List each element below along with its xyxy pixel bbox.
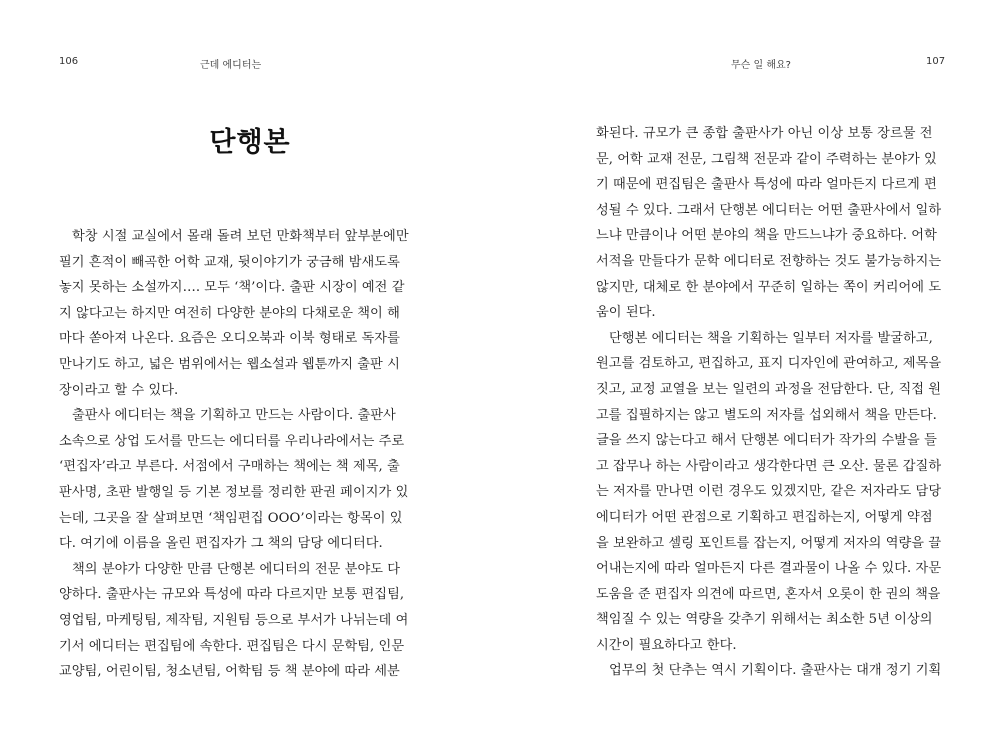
text-line: 책의 분야가 다양한 만큼 단행본 에디터의 전문 분야도 다 [72, 561, 401, 577]
right-running-head: 무슨 일 해요? [731, 60, 791, 71]
text-line: 고 잡무나 하는 사람이라고 생각한다면 큰 오산. 물론 갑질하 [596, 458, 942, 474]
text-line: 업무의 첫 단추는 역시 기획이다. 출판사는 대개 정기 기획 [609, 663, 942, 679]
left-running-head: 근데 에디터는 [200, 60, 262, 71]
chapter-title: 단행본 [209, 127, 291, 158]
left-body-text [59, 224, 411, 685]
text-line: 을 보완하고 셀링 포인트를 잡는지, 어떻게 저자의 역량을 끌 [596, 535, 942, 551]
text-line: 영업팀, 마케팅팀, 제작팀, 지원팀 등으로 부서가 나뉘는데 여 [59, 612, 409, 628]
right-body-text [596, 121, 944, 684]
text-line: 성될 수 있다. 그래서 단행본 에디터는 어떤 출판사에서 일하 [596, 202, 942, 218]
text-line: 문, 어학 교재 전문, 그림책 전문과 같이 주력하는 분야가 있 [596, 151, 937, 167]
right-page [500, 0, 1000, 734]
text-line: 만나기도 하고, 넓은 범위에서는 웹소설과 웹툰까지 출판 시 [59, 356, 400, 372]
text-line: 마다 쏟아져 나온다. 요즘은 오디오북과 이북 형태로 독자를 [59, 331, 400, 347]
text-line: 시간이 필요하다고 한다. [596, 637, 737, 653]
left-page-number: 106 [59, 56, 79, 67]
text-line: 에디터가 어떤 관점으로 기획하고 편집하는지, 어떻게 약점 [596, 509, 933, 525]
text-line: 필기 흔적이 빼곡한 어학 교재, 뒷이야기가 궁금해 밤새도록 [59, 254, 400, 270]
text-line: 다. 여기에 이름을 올린 편집자가 그 책의 담당 에디터다. [59, 536, 383, 552]
text-line: 지 않다고는 하지만 여전히 다양한 분야의 다채로운 책이 해 [59, 305, 400, 321]
text-line: 짓고, 교정 교열을 보는 일련의 과정을 전담한다. 단, 직접 원 [596, 381, 942, 397]
text-line: 느냐 만큼이나 어떤 분야의 책을 만드느냐가 중요하다. 어학 [596, 228, 937, 244]
text-line: 책임질 수 있는 역량을 갖추기 위해서는 최소한 5년 이상의 [596, 612, 933, 628]
text-line: 움이 된다. [596, 305, 656, 321]
text-line: 는데, 그곳을 잘 살펴보면 ‘책임편집 OOO’이라는 항목이 있 [59, 510, 403, 526]
text-line: 장이라고 할 수 있다. [59, 382, 179, 398]
text-line: 단행본 에디터는 책을 기획하는 일부터 저자를 발굴하고, [609, 330, 933, 346]
text-line: 양하다. 출판사는 규모와 특성에 따라 다르지만 보통 편집팀, [59, 587, 405, 603]
text-line: 판사명, 초판 발행일 등 기본 정보를 정리한 판권 페이지가 있 [59, 484, 409, 500]
text-line: 기서 에디터는 편집팀에 속한다. 편집팀은 다시 문학팀, 인문 [59, 638, 405, 654]
text-line: 원고를 검토하고, 편집하고, 표지 디자인에 관여하고, 제목을 [596, 356, 942, 372]
text-line: 교양팀, 어린이팀, 청소년팀, 어학팀 등 책 분야에 따라 세분 [59, 664, 400, 680]
text-line: 도움을 준 편집자 의견에 따르면, 혼자서 오롯이 한 권의 책을 [596, 586, 941, 602]
text-line: ‘편집자’라고 부른다. 서점에서 구매하는 책에는 책 제목, 출 [59, 459, 400, 475]
text-line: 기 때문에 편집팀은 출판사 특성에 따라 얼마든지 다르게 편 [596, 177, 937, 193]
text-line: 화된다. 규모가 큰 종합 출판사가 아닌 이상 보통 장르물 전 [596, 126, 933, 141]
text-line: 않지만, 대체로 한 분야에서 꾸준히 일하는 쪽이 커리어에 도 [596, 279, 942, 295]
text-line: 소속으로 상업 도서를 만드는 에디터를 우리나라에서는 주로 [59, 433, 405, 449]
text-line: 글을 쓰지 않는다고 해서 단행본 에디터가 작가의 수발을 들 [596, 433, 937, 449]
text-line: 학창 시절 교실에서 몰래 돌려 보던 만화책부터 앞부분에만 [72, 229, 409, 244]
right-page-number: 107 [926, 56, 946, 67]
text-line: 출판사 에디터는 책을 기획하고 만드는 사람이다. 출판사 [72, 408, 396, 424]
text-line: 는 저자를 만나면 이런 경우도 있겠지만, 같은 저자라도 담당 [596, 484, 942, 500]
text-line: 놓지 못하는 소설까지…. 모두 ‘책’이다. 출판 시장이 예전 같 [59, 280, 405, 296]
text-line: 고를 집필하지는 않고 별도의 저자를 섭외해서 책을 만든다. [596, 407, 937, 423]
text-line: 어내는지에 따라 얼마든지 다른 결과물이 나올 수 있다. 자문 [596, 561, 942, 577]
text-line: 서적을 만들다가 문학 에디터로 전향하는 것도 불가능하지는 [596, 253, 942, 269]
